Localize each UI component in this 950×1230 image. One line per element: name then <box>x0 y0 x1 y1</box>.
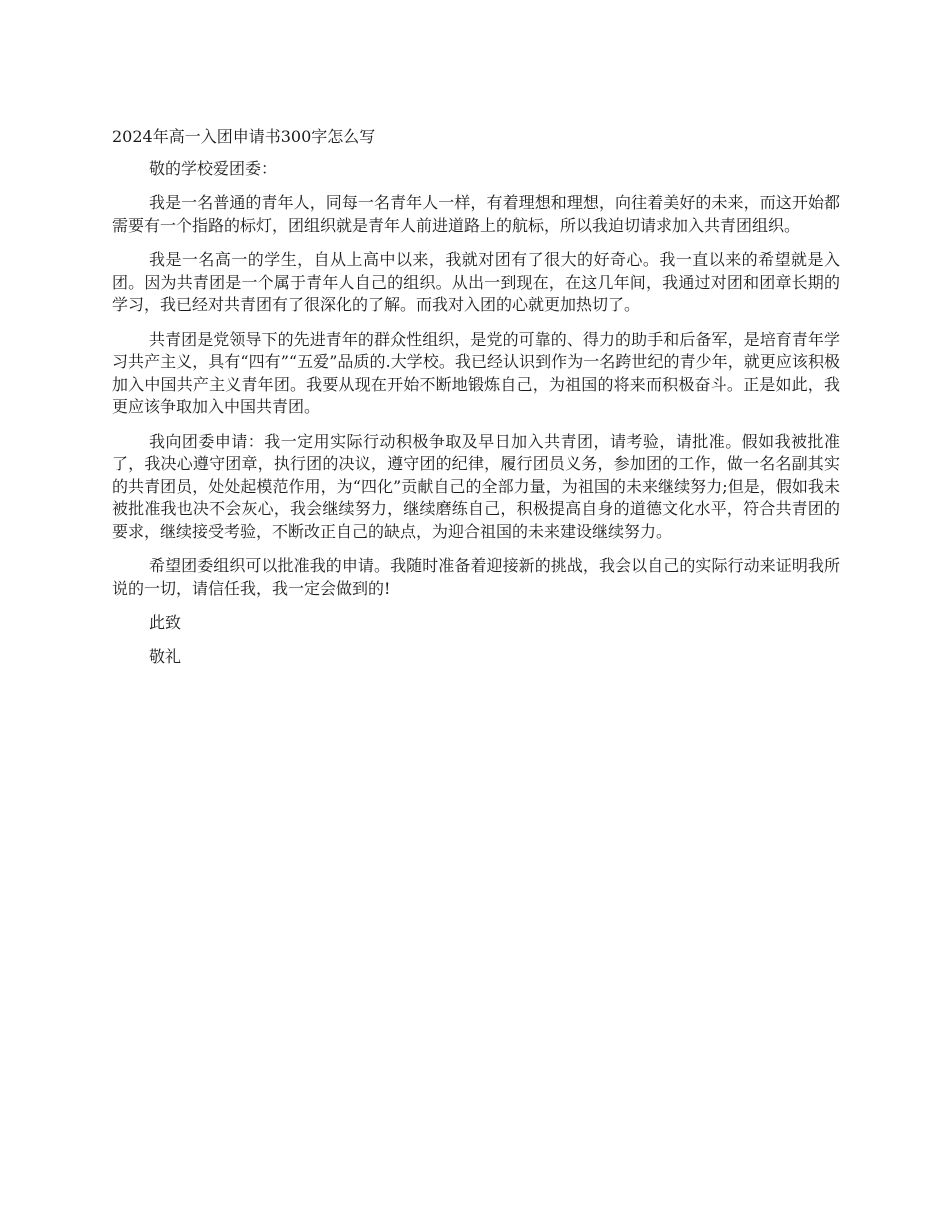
greeting: 敬的学校爱团委： <box>149 159 278 178</box>
closing-cizhi: 此致 <box>149 613 182 632</box>
document-page <box>112 124 840 680</box>
paragraph-3: 共青团是党领导下的先进青年的群众性组织，是党的可靠的、得力的助手和后备军，是培育青年学习共产主义，具有“四有”“五爱”品质的.大学校。我已经认识到作为一名跨世纪的青少年，就更应该积极加入中国共产主义青年团。我要从现在开始不断地锻炼自己，为祖国的将来而积极奋斗。正是如此，我更应该争取加入中国共青团。 <box>112 329 840 416</box>
document-title: 2024年高一入团申请书300字怎么写 <box>112 127 376 146</box>
paragraph-1: 我是一名普通的青年人，同每一名青年人一样，有着理想和理想，向往着美好的未来，而这开始都需要有一个指路的标灯，团组织就是青年人前进道路上的航标，所以我迫切请求加入共青团组织。 <box>112 193 840 235</box>
paragraph-5: 希望团委组织可以批准我的申请。我随时准备着迎接新的挑战，我会以自己的实际行动来证明我所说的一切，请信任我，我一定会做到的! <box>112 556 840 598</box>
closing-jingli: 敬礼 <box>149 647 182 666</box>
paragraph-4: 我向团委申请：我一定用实际行动积极争取及早日加入共青团，请考验，请批准。假如我被批准了，我决心遵守团章，执行团的决议，遵守团的纪律，履行团员义务，参加团的工作，做一名名副其实的共青团员，处处起模范作用，为“四化”贡献自己的全部力量，为祖国的未来继续努力;但是，假如我未被批准我也决不会灰心，我会继续努力，继续磨练自己，积极提高自身的道德文化水平，符合共青团的要求，继续接受考验，不断改正自己的缺点，为迎合祖国的未来建设继续努力。 <box>112 431 840 541</box>
paragraph-2: 我是一名高一的学生，自从上高中以来，我就对团有了很大的好奇心。我一直以来的希望就是入团。因为共青团是一个属于青年人自己的组织。从出一到现在，在这几年间，我通过对团和团章长期的学习，我已经对共青团有了很深化的了解。而我对入团的心就更加热切了。 <box>112 250 840 314</box>
